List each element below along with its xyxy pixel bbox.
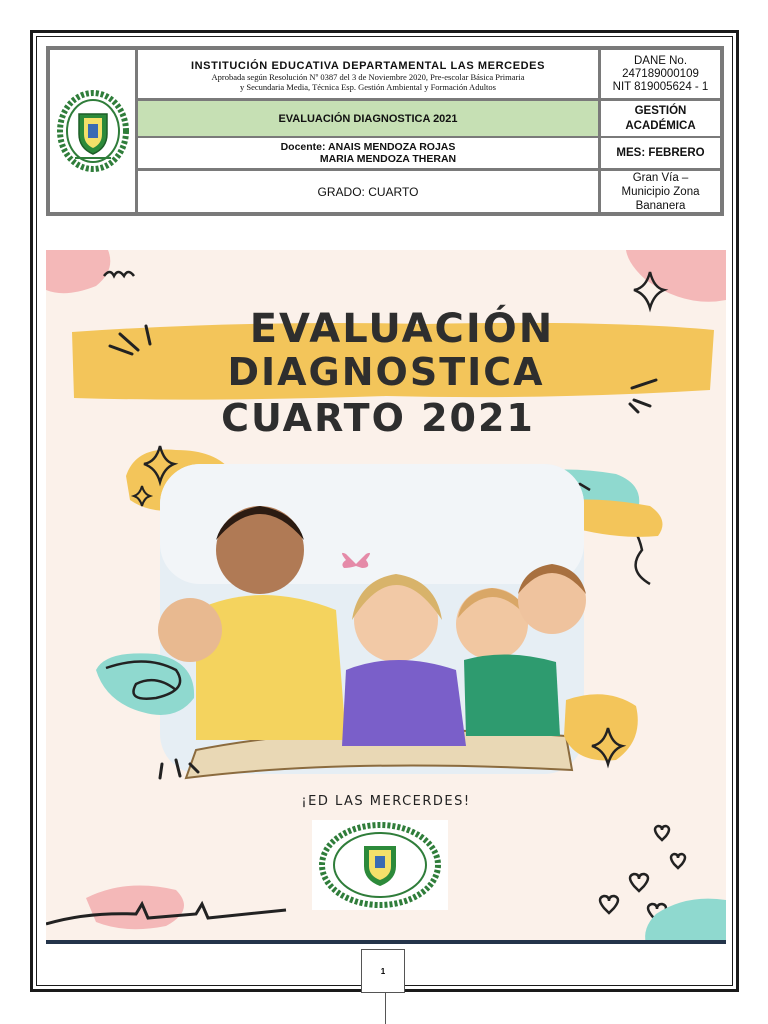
cover-title-line-1: EVALUACIÓN	[249, 306, 555, 352]
cover-title-line-3: CUARTO 2021	[221, 396, 535, 440]
pink-blob-bottom-left	[86, 886, 184, 930]
cover-title-line-2: DIAGNOSTICA	[227, 350, 545, 394]
institution-title-cell	[137, 49, 599, 99]
nit-number: NIT 819005624 - 1	[612, 80, 709, 93]
header-table	[46, 46, 724, 216]
location-line-2: Municipio Zona	[621, 185, 700, 198]
pink-blob-top-left	[46, 250, 110, 293]
grado-cell: GRADO: CUARTO	[137, 169, 599, 213]
location-cell	[599, 169, 721, 213]
approval-line-2: y Secundaria Media, Técnica Esp. Gestión Ambiental y Formación Adultos	[240, 82, 496, 92]
dane-label: DANE No.	[633, 54, 688, 67]
gestion-cell	[599, 99, 721, 137]
docente-line-2: MARIA MENDOZA THERAN	[319, 153, 457, 165]
children-reading-photo	[158, 464, 586, 778]
institution-name: INSTITUCIÓN EDUCATIVA DEPARTAMENTAL LAS MERCEDES	[190, 60, 546, 72]
gestion-line-2: ACADÉMICA	[625, 119, 696, 132]
cover-caption: ¡ED LAS MERCERDES!	[301, 794, 471, 809]
school-emblem-bottom	[312, 820, 448, 910]
page-number-connector	[385, 993, 386, 1024]
school-crest-icon	[55, 88, 131, 174]
cover-bottom-strip	[46, 940, 726, 944]
page-number: 1	[361, 949, 405, 993]
docente-cell	[137, 137, 599, 169]
mes-cell: MES: FEBRERO	[599, 137, 721, 169]
squiggle-doodle	[104, 272, 134, 276]
school-logo	[49, 49, 137, 213]
dane-cell	[599, 49, 721, 99]
location-line-1: Gran Vía –	[632, 171, 689, 184]
approval-line-1: Aprobada según Resolución Nº 0387 del 3 de Noviembre 2020, Pre-escolar Básica Primaria	[211, 72, 525, 82]
cover-artwork	[46, 250, 726, 944]
location-line-3: Bananera	[635, 199, 686, 212]
docente-line-1: Docente: ANAIS MENDOZA ROJAS	[280, 141, 456, 153]
gestion-line-1: GESTIÓN	[634, 104, 687, 117]
dane-number: 247189000109	[622, 67, 699, 80]
evaluation-title: EVALUACIÓN DIAGNOSTICA 2021	[137, 99, 599, 137]
